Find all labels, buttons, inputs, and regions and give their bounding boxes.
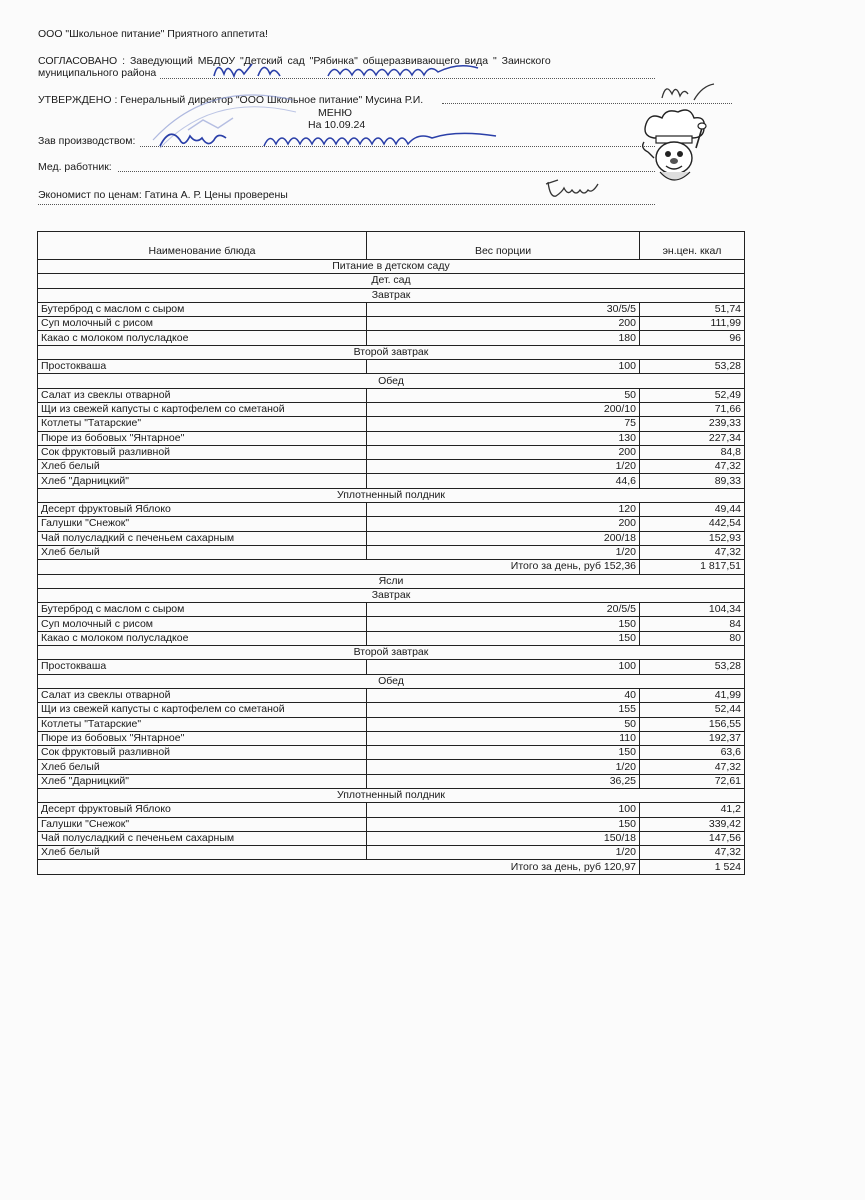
table-row [38,731,745,745]
section-label: Завтрак [38,588,745,602]
portion-weight: 150 [367,817,640,831]
portion-weight: 30/5/5 [367,302,640,316]
signature-icon [544,178,604,202]
portion-weight: 100 [367,660,640,674]
dish-name: Салат из свеклы отварной [38,388,367,402]
signature-icon [658,80,718,104]
table-row [38,717,745,731]
portion-weight: 200/18 [367,531,640,545]
dish-name: Какао с молоком полусладкое [38,331,367,345]
dish-name: Простокваша [38,660,367,674]
column-header-weight: Вес порции [367,232,640,260]
table-row [38,474,745,488]
total-row [38,560,745,574]
dish-name: Салат из свеклы отварной [38,688,367,702]
portion-weight: 100 [367,803,640,817]
section-label: Второй завтрак [38,646,745,660]
section-row [38,374,745,388]
table-row [38,388,745,402]
portion-weight: 40 [367,688,640,702]
dish-name: Десерт фруктовый Яблоко [38,503,367,517]
signature-icon [156,126,516,154]
section-label: Уплотненный полдник [38,788,745,802]
kcal-value: 53,28 [640,660,745,674]
kcal-value: 47,32 [640,760,745,774]
kcal-value: 239,33 [640,417,745,431]
table-row [38,460,745,474]
kcal-value: 156,55 [640,717,745,731]
kcal-value: 89,33 [640,474,745,488]
dish-name: Хлеб белый [38,760,367,774]
portion-weight: 1/20 [367,545,640,559]
kcal-value: 147,56 [640,831,745,845]
column-header-kcal: эн.цен. ккал [640,232,745,260]
portion-weight: 200 [367,445,640,459]
total-row [38,860,745,874]
column-header-dish: Наименование блюда [38,232,367,260]
menu-title: МЕНЮ [318,107,352,119]
section-label: Обед [38,674,745,688]
dish-name: Бутерброд с маслом с сыром [38,603,367,617]
portion-weight: 155 [367,703,640,717]
dish-name: Сок фруктовый разливной [38,746,367,760]
portion-weight: 1/20 [367,460,640,474]
production-head-label: Зав производством: [38,135,136,147]
section-row [38,345,745,359]
dish-name: Простокваша [38,360,367,374]
section-label: Завтрак [38,288,745,302]
table-row [38,660,745,674]
portion-weight: 1/20 [367,760,640,774]
table-row [38,817,745,831]
confirmed-line: УТВЕРЖДЕНО : Генеральный директор "ООО Школьное питание" Мусина Р.И. [38,94,424,106]
table-row [38,431,745,445]
kcal-value: 51,74 [640,302,745,316]
dish-name: Пюре из бобовых "Янтарное" [38,431,367,445]
dish-name: Чай полусладкий с печеньем сахарным [38,831,367,845]
section-label: Второй завтрак [38,345,745,359]
section-row [38,260,745,274]
approved-line-1: СОГЛАСОВАНО : Заведующий МБДОУ "Детский сад "Рябинка" общеразвивающего вида " Заинского [38,55,551,67]
dish-name: Галушки "Снежок" [38,817,367,831]
portion-weight: 200 [367,317,640,331]
kcal-value: 72,61 [640,774,745,788]
section-label: Ясли [38,574,745,588]
table-row [38,317,745,331]
table-row [38,617,745,631]
table-row [38,803,745,817]
section-row [38,646,745,660]
table-row [38,331,745,345]
kcal-value: 52,44 [640,703,745,717]
section-label: Питание в детском саду [38,260,745,274]
dish-name: Какао с молоком полусладкое [38,631,367,645]
section-row [38,274,745,288]
menu-table-body [38,260,745,875]
dish-name: Хлеб белый [38,545,367,559]
table-row [38,760,745,774]
dish-name: Суп молочный с рисом [38,617,367,631]
medic-underline [118,171,655,172]
portion-weight: 200/10 [367,402,640,416]
table-row [38,517,745,531]
total-kcal: 1 524 [640,860,745,874]
portion-weight: 44,6 [367,474,640,488]
table-row [38,360,745,374]
menu-date: На 10.09.24 [308,119,366,131]
total-label: Итого за день, руб 120,97 [38,860,640,874]
table-row [38,417,745,431]
kcal-value: 49,44 [640,503,745,517]
kcal-value: 71,66 [640,402,745,416]
section-label: Уплотненный полдник [38,488,745,502]
kcal-value: 47,32 [640,846,745,860]
table-row [38,402,745,416]
portion-weight: 50 [367,388,640,402]
section-row [38,574,745,588]
section-row [38,588,745,602]
portion-weight: 130 [367,431,640,445]
kcal-value: 53,28 [640,360,745,374]
table-row [38,831,745,845]
kcal-value: 96 [640,331,745,345]
kcal-value: 52,49 [640,388,745,402]
table-row [38,688,745,702]
economist-line: Экономист по ценам: Гатина А. Р. Цены проверены [38,189,288,201]
kcal-value: 192,37 [640,731,745,745]
dish-name: Десерт фруктовый Яблоко [38,803,367,817]
dish-name: Котлеты "Татарские" [38,717,367,731]
kcal-value: 111,99 [640,317,745,331]
portion-weight: 20/5/5 [367,603,640,617]
portion-weight: 36,25 [367,774,640,788]
dish-name: Галушки "Снежок" [38,517,367,531]
table-row [38,603,745,617]
table-row [38,445,745,459]
dish-name: Щи из свежей капусты с картофелем со сметаной [38,703,367,717]
section-row [38,788,745,802]
section-label: Дет. сад [38,274,745,288]
table-row [38,774,745,788]
table-row [38,703,745,717]
dish-name: Хлеб белый [38,846,367,860]
approved-line-2: муниципального района [38,67,157,79]
company-line: ООО "Школьное питание" Приятного аппетита! [38,28,268,40]
dish-name: Щи из свежей капусты с картофелем со сметаной [38,402,367,416]
portion-weight: 110 [367,731,640,745]
section-row [38,488,745,502]
dish-name: Чай полусладкий с печеньем сахарным [38,531,367,545]
portion-weight: 200 [367,517,640,531]
table-row [38,302,745,316]
kcal-value: 339,42 [640,817,745,831]
section-row [38,288,745,302]
portion-weight: 150/18 [367,831,640,845]
section-label: Обед [38,374,745,388]
kcal-value: 227,34 [640,431,745,445]
kcal-value: 47,32 [640,545,745,559]
signature-icon [208,58,498,82]
kcal-value: 41,99 [640,688,745,702]
kcal-value: 152,93 [640,531,745,545]
total-kcal: 1 817,51 [640,560,745,574]
total-label: Итого за день, руб 152,36 [38,560,640,574]
economist-underline [38,204,655,205]
dish-name: Хлеб "Дарницкий" [38,774,367,788]
chef-mascot-icon [636,108,712,190]
dish-name: Бутерброд с маслом с сыром [38,302,367,316]
table-row [38,746,745,760]
kcal-value: 41,2 [640,803,745,817]
kcal-value: 104,34 [640,603,745,617]
portion-weight: 100 [367,360,640,374]
portion-weight: 50 [367,717,640,731]
dish-name: Суп молочный с рисом [38,317,367,331]
table-header-row [38,232,745,260]
kcal-value: 47,32 [640,460,745,474]
kcal-value: 63,6 [640,746,745,760]
kcal-value: 80 [640,631,745,645]
dish-name: Сок фруктовый разливной [38,445,367,459]
table-row [38,631,745,645]
portion-weight: 180 [367,331,640,345]
menu-table [37,231,745,875]
dish-name: Пюре из бобовых "Янтарное" [38,731,367,745]
portion-weight: 120 [367,503,640,517]
section-row [38,674,745,688]
dish-name: Хлеб "Дарницкий" [38,474,367,488]
dish-name: Котлеты "Татарские" [38,417,367,431]
portion-weight: 150 [367,631,640,645]
portion-weight: 1/20 [367,846,640,860]
portion-weight: 150 [367,746,640,760]
portion-weight: 150 [367,617,640,631]
dish-name: Хлеб белый [38,460,367,474]
kcal-value: 442,54 [640,517,745,531]
kcal-value: 84,8 [640,445,745,459]
table-row [38,846,745,860]
table-row [38,531,745,545]
table-row [38,545,745,559]
medic-label: Мед. работник: [38,161,112,173]
kcal-value: 84 [640,617,745,631]
table-row [38,503,745,517]
portion-weight: 75 [367,417,640,431]
